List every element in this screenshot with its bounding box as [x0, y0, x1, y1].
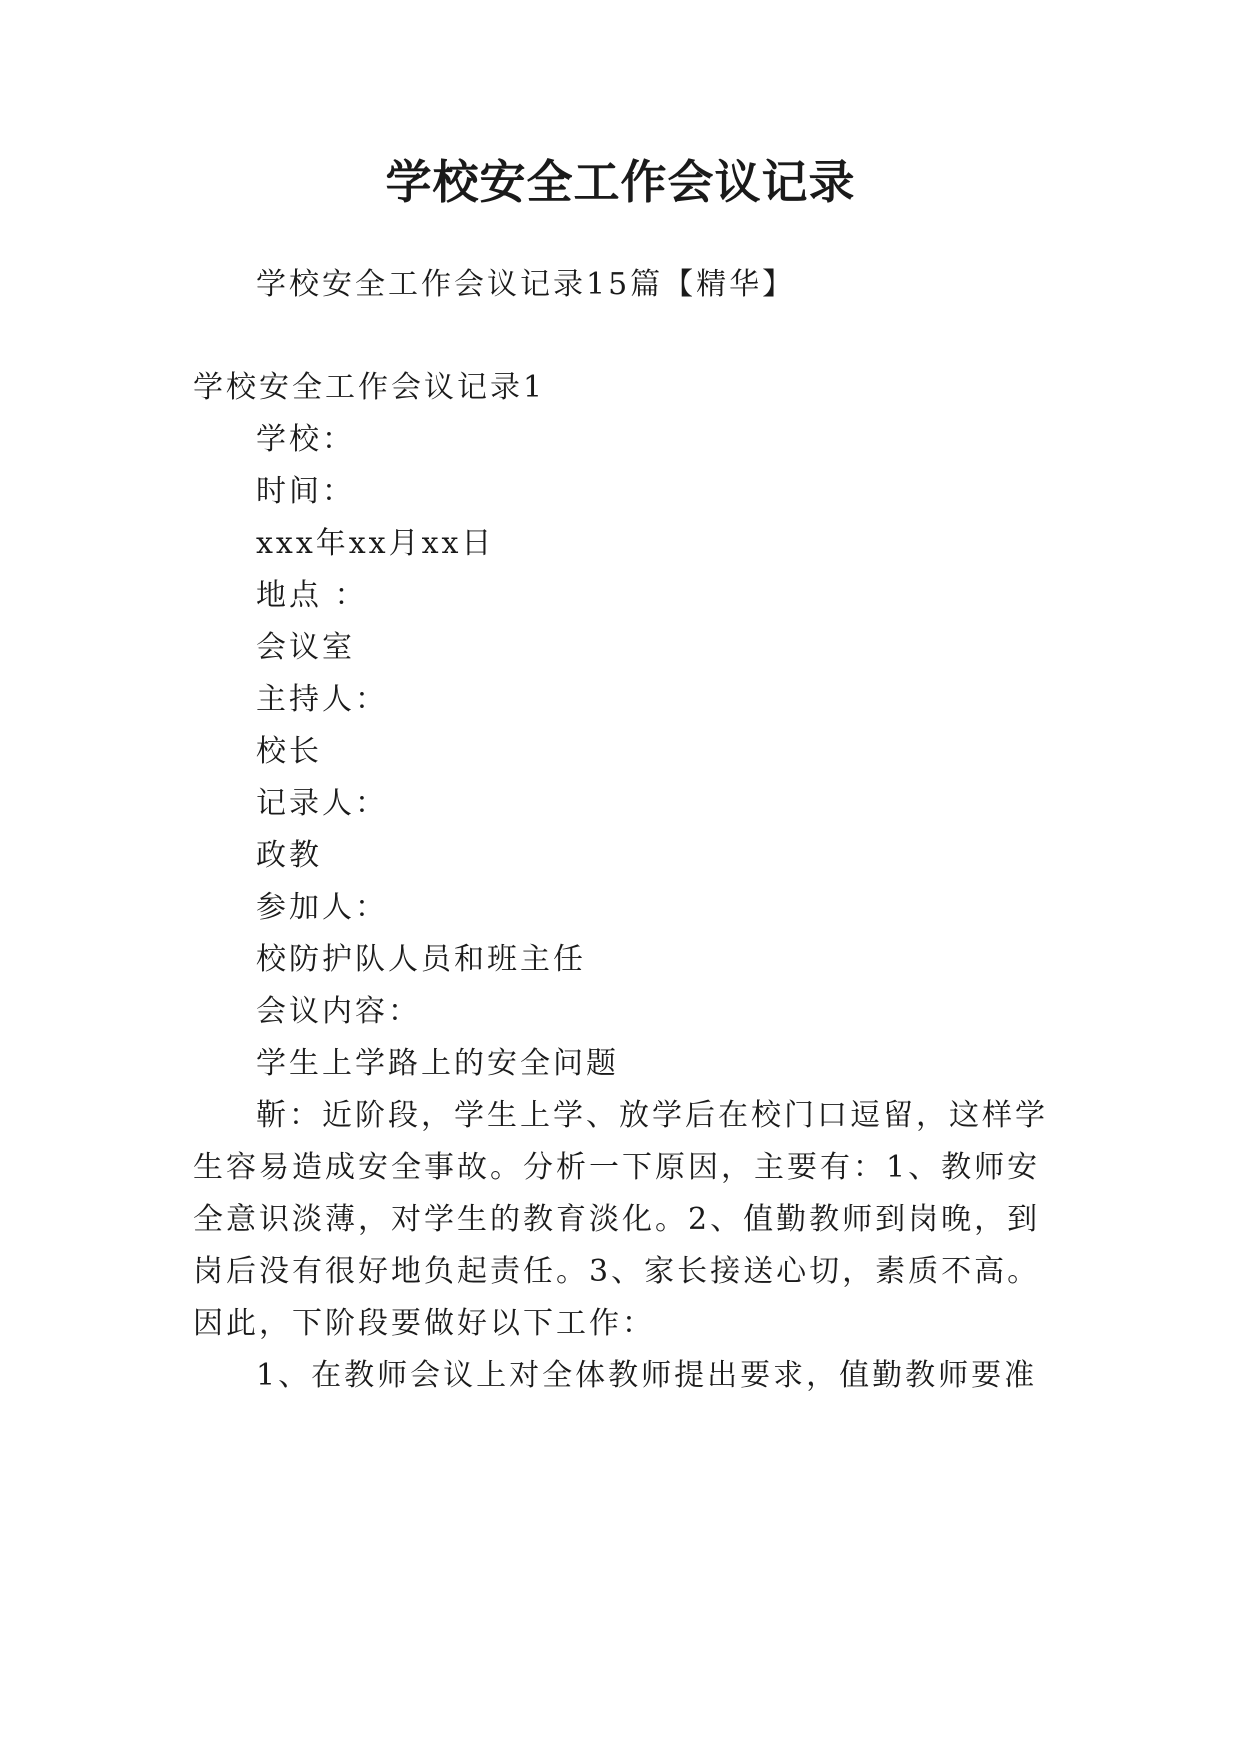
field-recorder-label: 记录人： — [256, 786, 388, 821]
paragraph-line: 岗后没有很好地负起责任。3、家长接送心切，素质不高。 — [193, 1254, 1041, 1289]
numbered-item-line: 1、在教师会议上对全体教师提出要求，值勤教师要准 — [256, 1358, 1038, 1393]
field-attendees-value: 校防护队人员和班主任 — [256, 942, 586, 977]
field-attendees-label: 参加人： — [256, 890, 388, 925]
field-location-label: 地点 ： — [256, 578, 368, 613]
paragraph-line: 生容易造成安全事故。分析一下原因，主要有：1、教师安 — [193, 1150, 1041, 1185]
field-host-value: 校长 — [256, 734, 322, 769]
document-title: 学校安全工作会议记录 — [385, 155, 856, 209]
document-subtitle: 学校安全工作会议记录15篇【精华】 — [256, 267, 796, 302]
field-recorder-value: 政教 — [256, 838, 322, 873]
field-time-label: 时间： — [256, 474, 355, 509]
section-heading: 学校安全工作会议记录1 — [193, 370, 546, 405]
field-host-label: 主持人： — [256, 682, 388, 717]
field-school-label: 学校： — [256, 422, 355, 457]
field-time-value: xxx年xx月xx日 — [256, 526, 495, 561]
paragraph-line: 靳：近阶段，学生上学、放学后在校门口逗留，这样学 — [256, 1098, 1048, 1133]
paragraph-line: 因此，下阶段要做好以下工作： — [193, 1306, 655, 1341]
field-content-value: 学生上学路上的安全问题 — [256, 1046, 619, 1081]
paragraph-line: 全意识淡薄，对学生的教育淡化。2、值勤教师到岗晚，到 — [193, 1202, 1041, 1237]
field-content-label: 会议内容： — [256, 994, 421, 1029]
field-location-value: 会议室 — [256, 630, 355, 665]
